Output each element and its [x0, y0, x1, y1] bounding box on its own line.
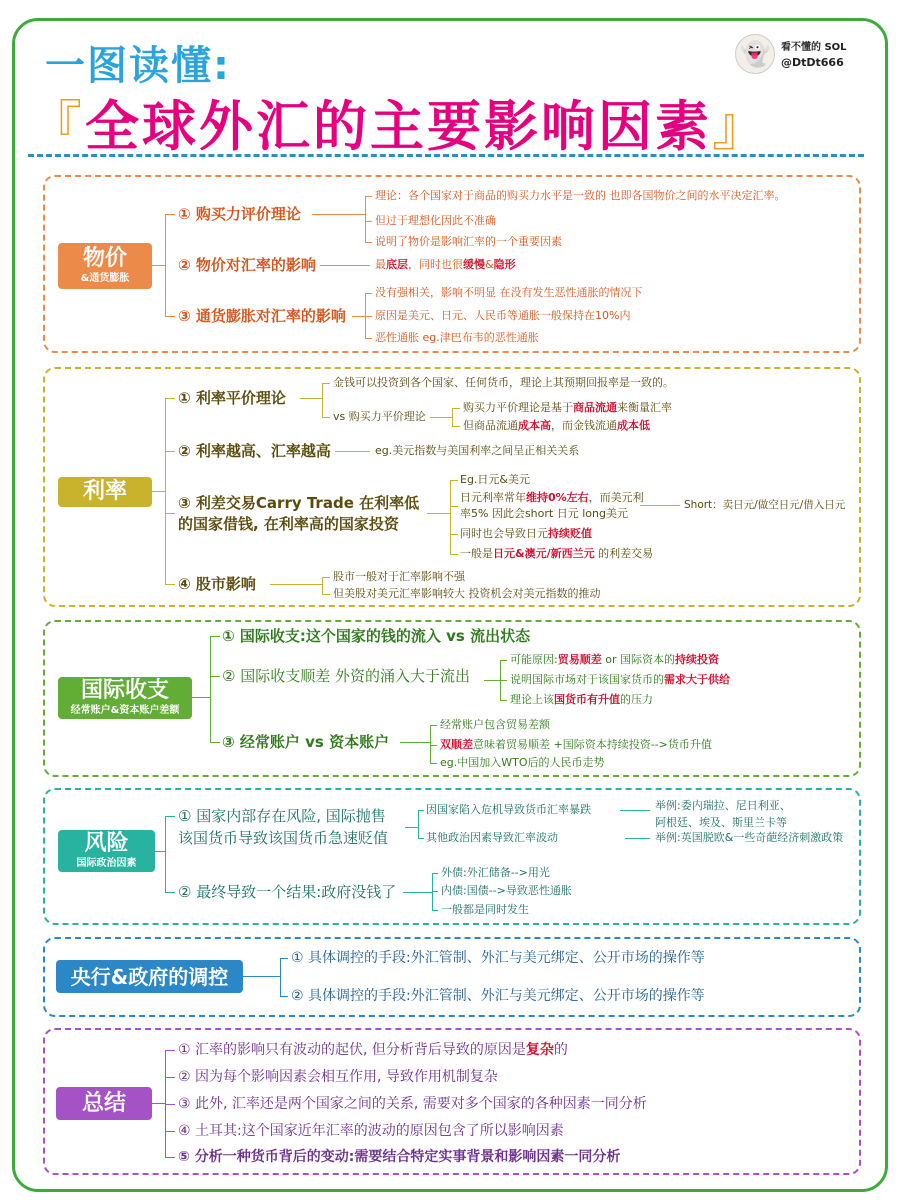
text-segment: 日元利率常年 [460, 491, 526, 504]
risk-sub-1-1: 因国家陷入危机导致货币汇率暴跌 [426, 803, 591, 816]
connector [365, 196, 372, 197]
summary-item-1 [178, 1041, 568, 1059]
risk-sub-2-3: 一般都是同时发生 [441, 903, 529, 916]
price-sub-1-2: 但过于理想化因此不准确 [375, 214, 496, 227]
connector [432, 873, 438, 874]
price-sub-3-1: 没有强相关，影响不明显 在没有发生恶性通胀的情况下 [375, 286, 643, 299]
connector [165, 398, 166, 584]
highlight-text: 贸易顺差 [557, 653, 602, 666]
connector [165, 1077, 175, 1078]
connector [403, 892, 432, 893]
rate-sub-3-1: Eg.日元&美元 [460, 473, 531, 486]
text-segment: 意味着贸易顺差 +国际资本持续投资-->货币升值 [473, 738, 712, 751]
connector [322, 577, 323, 594]
connector [620, 810, 650, 811]
bop-label-sub: 经常账户&资本账户差额 [70, 705, 180, 716]
highlight-text: 成本高 [518, 419, 551, 432]
connector [322, 594, 330, 595]
bop-label-main: 国际收支 [80, 678, 169, 703]
text-segment: 说明国际市场对于该国家货币的 [510, 673, 664, 686]
connector [430, 417, 452, 418]
rate-item-3-line2: 的国家借钱, 在利率高的国家投资 [178, 515, 399, 533]
connector [432, 910, 438, 911]
connector [322, 383, 323, 417]
rate-sub-3-2 [460, 490, 644, 506]
rate-item-2: ② 利率越高、汇率越高 [178, 442, 331, 460]
connector [450, 554, 458, 555]
price-label [58, 243, 152, 289]
highlight-text: 成本低 [617, 419, 650, 432]
risk-label [58, 830, 155, 872]
highlight-text: 隐形 [493, 258, 516, 271]
connector [165, 1157, 175, 1158]
rate-sub-2-1: eg.美元指数与美国利率之间呈正相关关系 [375, 444, 580, 457]
text-segment: 最 [375, 258, 386, 271]
risk-label-main: 风险 [84, 831, 129, 856]
connector [430, 745, 437, 746]
risk-item-2: ② 最终导致一个结果:政府没钱了 [178, 883, 397, 901]
highlight-text: 日元&澳元/新西兰元 [493, 547, 595, 560]
text-segment: 购买力平价理论是基于 [463, 401, 573, 414]
connector [152, 265, 165, 266]
bop-sub-2-3 [510, 692, 653, 708]
connector [155, 851, 165, 852]
connector [365, 338, 372, 339]
price-sub-3-2: 原因是美元、日元、人民币等通胀一般保持在10%内 [375, 309, 631, 322]
highlight-text: 双顺差 [440, 738, 473, 751]
highlight-text: 底层 [386, 258, 408, 271]
rate-sub-1-2: vs 购买力平价理论 [333, 410, 426, 423]
bop-sub-3-1: 经常账户包含贸易差额 [440, 718, 550, 731]
text-segment: ，同时也很 [408, 258, 463, 271]
connector [625, 838, 650, 839]
connector [418, 838, 424, 839]
connector [450, 506, 458, 507]
connector [450, 534, 458, 535]
connector [300, 398, 322, 399]
summary-label [56, 1087, 152, 1120]
connector [322, 577, 330, 578]
connector [165, 451, 175, 452]
risk-label-sub: 国际政治因素 [76, 858, 137, 869]
bop-sub-2-1 [510, 652, 719, 668]
rate-sub-4-2: 但美股对美元汇率影响较大 投资机会对美元指数的推动 [333, 587, 601, 600]
connector [432, 891, 438, 892]
rate-sub-3-5 [460, 546, 653, 562]
highlight-text: 维持0%左右 [526, 491, 589, 504]
text-segment: 但商品流通 [463, 419, 518, 432]
connector [280, 958, 281, 996]
connector [210, 636, 211, 742]
text-segment: 同时也会导致日元 [460, 527, 548, 540]
connector [500, 680, 507, 681]
connector [165, 1131, 175, 1132]
open-bracket: 『 [28, 95, 85, 158]
connector [430, 725, 437, 726]
connector [152, 1103, 165, 1104]
rate-sub-3-3: 率5% 因此会short 日元 long美元 [460, 507, 628, 520]
connector [210, 636, 220, 637]
connector [243, 976, 280, 977]
connector [430, 725, 431, 763]
connector [427, 513, 450, 514]
highlight-text: 缓慢 [463, 258, 485, 271]
connector [165, 214, 166, 316]
rate-item-1: ① 利率平价理论 [178, 389, 286, 407]
bop-item-2: ② 国际收支顺差 外资的涌入大于流出 [222, 667, 470, 685]
connector [270, 584, 322, 585]
connector [322, 383, 330, 384]
price-sub-3-3: 恶性通胀 eg.津巴布韦的恶性通胀 [375, 331, 539, 344]
connector [365, 293, 372, 294]
rate-label-main: 利率 [82, 479, 127, 504]
connector [452, 408, 453, 426]
rate-sub-1-1: 金钱可以投资到各个国家、任何货币，理论上其预期回报率是一致的。 [333, 376, 674, 389]
title-line1: 一图读懂: [45, 43, 231, 89]
price-item-2: ② 物价对汇率的影响 [178, 256, 316, 274]
rate-sub-3-4 [460, 526, 592, 542]
connector [165, 816, 175, 817]
connector [405, 827, 418, 828]
price-item-1: ① 购买力评价理论 [178, 205, 301, 223]
text-segment: ① 汇率的影响只有波动的起伏, 但分析背后导致的原因是 [178, 1042, 526, 1058]
price-label-main: 物价 [82, 246, 127, 271]
rate-label [58, 477, 152, 507]
connector [280, 958, 288, 959]
connector [165, 892, 175, 893]
text-segment: 可能原因: [510, 653, 558, 666]
text-segment: ，而金钱流通 [551, 419, 617, 432]
rate-item-3-line1: ③ 利差交易Carry Trade 在利率低 [178, 494, 420, 512]
highlight-text: 需求大于供给 [664, 673, 730, 686]
connector [320, 265, 370, 266]
connector [452, 426, 460, 427]
bop-item-3: ③ 经常账户 vs 资本账户 [222, 733, 390, 751]
central-label [56, 960, 243, 993]
risk-example-1b: 阿根廷、埃及、斯里兰卡等 [655, 816, 787, 829]
connector [365, 242, 372, 243]
price-sub-2-1 [375, 257, 516, 273]
connector [640, 505, 680, 506]
connector [165, 816, 166, 892]
connector [365, 196, 366, 242]
summary-item-4: ④ 土耳其:这个国家近年汇率的波动的原因包含了所以影响因素 [178, 1123, 564, 1139]
bop-sub-3-2 [440, 737, 712, 753]
text-segment: 来衡量汇率 [617, 401, 672, 414]
connector [365, 316, 372, 317]
highlight-text: 持续贬值 [548, 527, 592, 540]
connector [165, 1104, 175, 1105]
text-segment: ，而美元利 [588, 491, 644, 504]
connector [452, 408, 460, 409]
author-name: 看不懂的 SOL [781, 42, 847, 53]
text-segment: 的利差交易 [594, 547, 654, 560]
connector [335, 451, 370, 452]
connector [210, 676, 220, 677]
bop-label [58, 677, 192, 719]
text-segment: 一般是 [460, 547, 493, 560]
connector [352, 316, 365, 317]
connector [312, 214, 365, 215]
text-segment: 的压力 [620, 693, 653, 706]
bop-sub-2-2 [510, 672, 730, 688]
connector [280, 996, 288, 997]
connector [500, 700, 507, 701]
highlight-text: 商品流通 [573, 401, 617, 414]
connector [418, 810, 419, 838]
rate-vs-1 [463, 400, 672, 416]
connector [484, 680, 500, 681]
central-label-main: 央行&政府的调控 [70, 964, 229, 989]
summary-item-2: ② 因为每个影响因素会相互作用, 导致作用机制复杂 [178, 1069, 498, 1085]
price-sub-1-1: 理论：各个国家对于商品的购买力水平是一致的 也即各国物价之间的水平决定汇率。 [375, 189, 786, 202]
main-title [28, 84, 769, 161]
rate-sub-4-1: 股市一般对于汇率影响不强 [333, 570, 465, 583]
author-handle: @DtDt666 [781, 56, 844, 69]
connector [430, 763, 437, 764]
risk-sub-1-2: 其他政治因素导致汇率波动 [426, 831, 558, 844]
connector [165, 1050, 175, 1051]
text-segment: 的 [553, 1042, 568, 1058]
price-label-sub: &通货膨胀 [80, 273, 130, 284]
main-title-text: 全球外汇的主要影响因素 [85, 95, 712, 158]
highlight-text: 国货币有升值 [554, 693, 620, 706]
bop-item-1: ① 国际收支:这个国家的钱的流入 vs 流出状态 [222, 627, 531, 645]
rate-vs-2 [463, 418, 650, 434]
risk-example-2: 举例:英国脱欧&一些奇葩经济刺激政策 [655, 831, 844, 844]
connector [165, 316, 175, 317]
connector [152, 491, 165, 492]
rate-item-4: ④ 股市影响 [178, 575, 256, 593]
summary-label-main: 总结 [81, 1090, 126, 1116]
close-bracket: 』 [712, 95, 769, 158]
risk-example-1a: 举例:委内瑞拉、尼日利亚、 [655, 799, 791, 812]
connector [365, 221, 372, 222]
highlight-text: 复杂 [525, 1042, 554, 1058]
risk-sub-2-1: 外债:外汇储备-->用光 [441, 866, 550, 879]
central-item-2: ② 具体调控的手段:外汇管制、外汇与美元绑定、公开市场的操作等 [291, 988, 705, 1004]
bop-sub-3-3: eg.中国加入WTO后的人民币走势 [440, 756, 605, 769]
connector [418, 810, 424, 811]
summary-item-3: ③ 此外, 汇率还是两个国家之间的关系, 需要对多个国家的各种因素一同分析 [178, 1096, 647, 1112]
highlight-text: 持续投资 [674, 653, 719, 666]
risk-sub-2-2: 内债:国债-->导致恶性通胀 [441, 884, 572, 897]
title-divider [28, 154, 864, 157]
connector [165, 584, 175, 585]
rate-short: Short：卖日元/做空日元/借入日元 [684, 499, 846, 511]
connector [165, 214, 175, 215]
price-item-3: ③ 通货膨胀对汇率的影响 [178, 307, 346, 325]
price-sub-1-3: 说明了物价是影响汇率的一个重要因素 [375, 235, 562, 248]
text-segment: or 国际资本的 [601, 653, 675, 666]
connector [400, 742, 430, 743]
summary-item-5: ⑤ 分析一种货币背后的变动:需要结合特定实事背景和影响因素一同分析 [178, 1149, 621, 1165]
connector [192, 697, 210, 698]
risk-item-1-line1: ① 国家内部存在风险, 国际抛售 [178, 807, 386, 825]
connector [500, 660, 507, 661]
connector [165, 513, 175, 514]
text-segment: 理论上该 [510, 693, 554, 706]
central-item-1: ① 具体调控的手段:外汇管制、外汇与美元绑定、公开市场的操作等 [291, 950, 705, 966]
avatar-ghost-icon: 👻 [735, 34, 775, 74]
connector [322, 417, 330, 418]
connector [165, 398, 175, 399]
connector [450, 480, 451, 554]
text-segment: & [485, 258, 494, 271]
connector [210, 742, 220, 743]
risk-item-1-line2: 该国货币导致该国货币急速贬值 [178, 829, 389, 847]
connector [450, 480, 458, 481]
